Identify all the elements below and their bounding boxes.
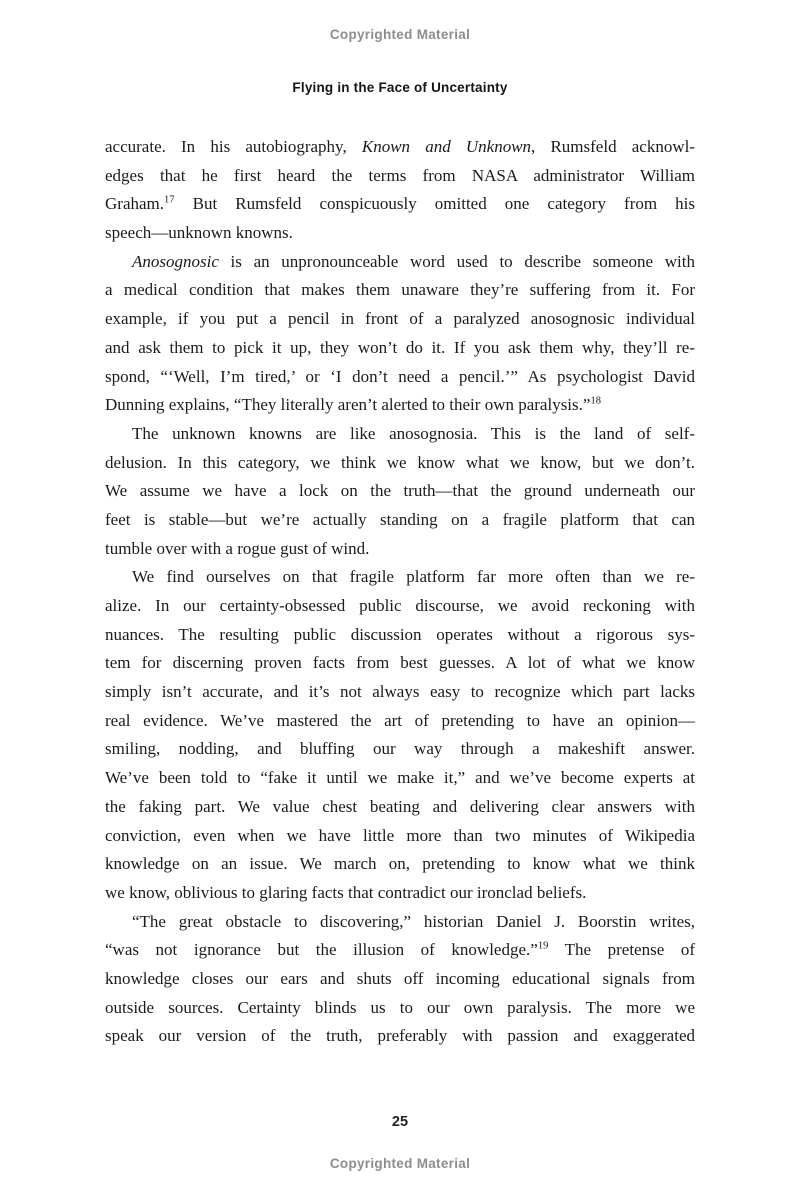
footnote-ref: 19 <box>537 940 549 952</box>
text-line <box>105 678 695 707</box>
text-line <box>105 707 695 736</box>
text-segment: the faking part. We value chest beating and delivering clear answers with <box>105 796 695 816</box>
text-line <box>105 621 695 650</box>
text-line <box>105 563 695 592</box>
text-segment: Anosognosic <box>132 251 219 271</box>
text-line <box>105 420 695 449</box>
text-line <box>105 649 695 678</box>
text-line <box>105 506 695 535</box>
text-line <box>105 592 695 621</box>
text-segment: spond, “‘Well, I’m tired,’ or ‘I don’t need a pencil.’” As psychologist David <box>105 366 695 386</box>
text-segment: real evidence. We’ve mastered the art of pretending to have an opinion— <box>105 710 695 730</box>
text-segment: is an unpronounceable word used to describe someone with <box>218 251 695 271</box>
text-segment: Dunning explains, “They literally aren’t alerted to their own paralysis.” <box>105 395 591 415</box>
copyright-notice-bottom: Copyrighted Material <box>329 1156 471 1171</box>
text-segment: speech—unknown knowns. <box>105 223 293 243</box>
running-header: Flying in the Face of Uncertainty <box>292 80 508 95</box>
text-line <box>105 248 695 277</box>
text-line <box>105 908 695 937</box>
body-text <box>105 133 695 1051</box>
text-line <box>105 363 695 392</box>
text-segment: a medical condition that makes them unaware they’re suffering from it. For <box>105 280 695 300</box>
text-line <box>105 162 695 191</box>
footnote-ref: 18 <box>590 395 601 407</box>
text-line <box>105 879 695 908</box>
text-line <box>105 477 695 506</box>
text-line <box>105 793 695 822</box>
text-line <box>105 133 695 162</box>
text-segment: delusion. In this category, we think we know what we know, but we don’t. <box>105 452 695 472</box>
text-line <box>105 334 695 363</box>
text-segment: “was not ignorance but the illusion of knowledge.” <box>105 940 538 960</box>
text-segment: “The great obstacle to discovering,” historian Daniel J. Boorstin writes, <box>132 911 695 931</box>
text-segment: example, if you put a pencil in front of a paralyzed anosognosic individual <box>105 309 695 329</box>
page-number: 25 <box>391 1114 409 1130</box>
text-line <box>105 994 695 1023</box>
text-line <box>105 1022 695 1051</box>
text-segment: The pretense of <box>548 940 695 960</box>
text-segment: Graham. <box>105 194 165 214</box>
text-segment: smiling, nodding, and bluffing our way through a makeshift answer. <box>105 739 695 759</box>
text-line <box>105 276 695 305</box>
text-line <box>105 391 695 420</box>
paragraph <box>105 563 695 907</box>
text-segment: nuances. The resulting public discussion operates without a rigorous sys- <box>105 624 695 644</box>
text-line <box>105 305 695 334</box>
paragraph <box>105 248 695 420</box>
text-segment: knowledge on an issue. We march on, pretending to know what we think <box>105 854 695 874</box>
text-line <box>105 219 695 248</box>
text-segment: conviction, even when we have little more than two minutes of Wikipedia <box>105 825 695 845</box>
text-segment: knowledge closes our ears and shuts off incoming educational signals from <box>105 968 695 988</box>
text-line <box>105 735 695 764</box>
text-line <box>105 936 695 965</box>
text-segment: tumble over with a rogue gust of wind. <box>105 538 370 558</box>
text-segment: outside sources. Certainty blinds us to our own paralysis. The more we <box>105 997 695 1017</box>
text-line <box>105 822 695 851</box>
paragraph <box>105 133 695 248</box>
text-line <box>105 965 695 994</box>
text-segment: speak our version of the truth, preferably with passion and exaggerated <box>105 1026 695 1046</box>
text-segment: We find ourselves on that fragile platform far more often than we re- <box>132 567 695 587</box>
text-segment: We’ve been told to “fake it until we make it,” and we’ve become experts at <box>105 768 695 788</box>
text-line <box>105 850 695 879</box>
text-segment: Known and Unknown <box>361 137 532 156</box>
text-segment: The unknown knowns are like anosognosia. This is the land of self- <box>132 423 695 443</box>
text-segment: accurate. In his autobiography, <box>105 137 362 156</box>
text-segment: and ask them to pick it up, they won’t do it. If you ask them why, they’ll re- <box>105 337 695 357</box>
text-segment: we know, oblivious to glaring facts that contradict our ironclad beliefs. <box>105 882 587 902</box>
text-segment: We assume we have a lock on the truth—that the ground underneath our <box>105 481 695 501</box>
text-segment: But Rumsfeld conspicuously omitted one category from his <box>174 194 695 214</box>
footnote-ref: 17 <box>164 194 175 206</box>
text-line <box>105 449 695 478</box>
text-segment: tem for discerning proven facts from best guesses. A lot of what we know <box>105 653 695 673</box>
copyright-notice-top: Copyrighted Material <box>329 27 471 42</box>
text-segment: edges that he first heard the terms from NASA administrator William <box>105 165 695 185</box>
text-segment: feet is stable—but we’re actually standing on a fragile platform that can <box>105 509 695 529</box>
paragraph <box>105 420 695 563</box>
text-segment: alize. In our certainty-obsessed public discourse, we avoid reckoning with <box>105 596 695 615</box>
text-line <box>105 535 695 564</box>
text-segment: simply isn’t accurate, and it’s not always easy to recognize which part lacks <box>105 682 695 702</box>
text-line <box>105 190 695 219</box>
paragraph <box>105 908 695 1051</box>
text-segment: , Rumsfeld acknowl- <box>531 137 695 156</box>
text-line <box>105 764 695 793</box>
